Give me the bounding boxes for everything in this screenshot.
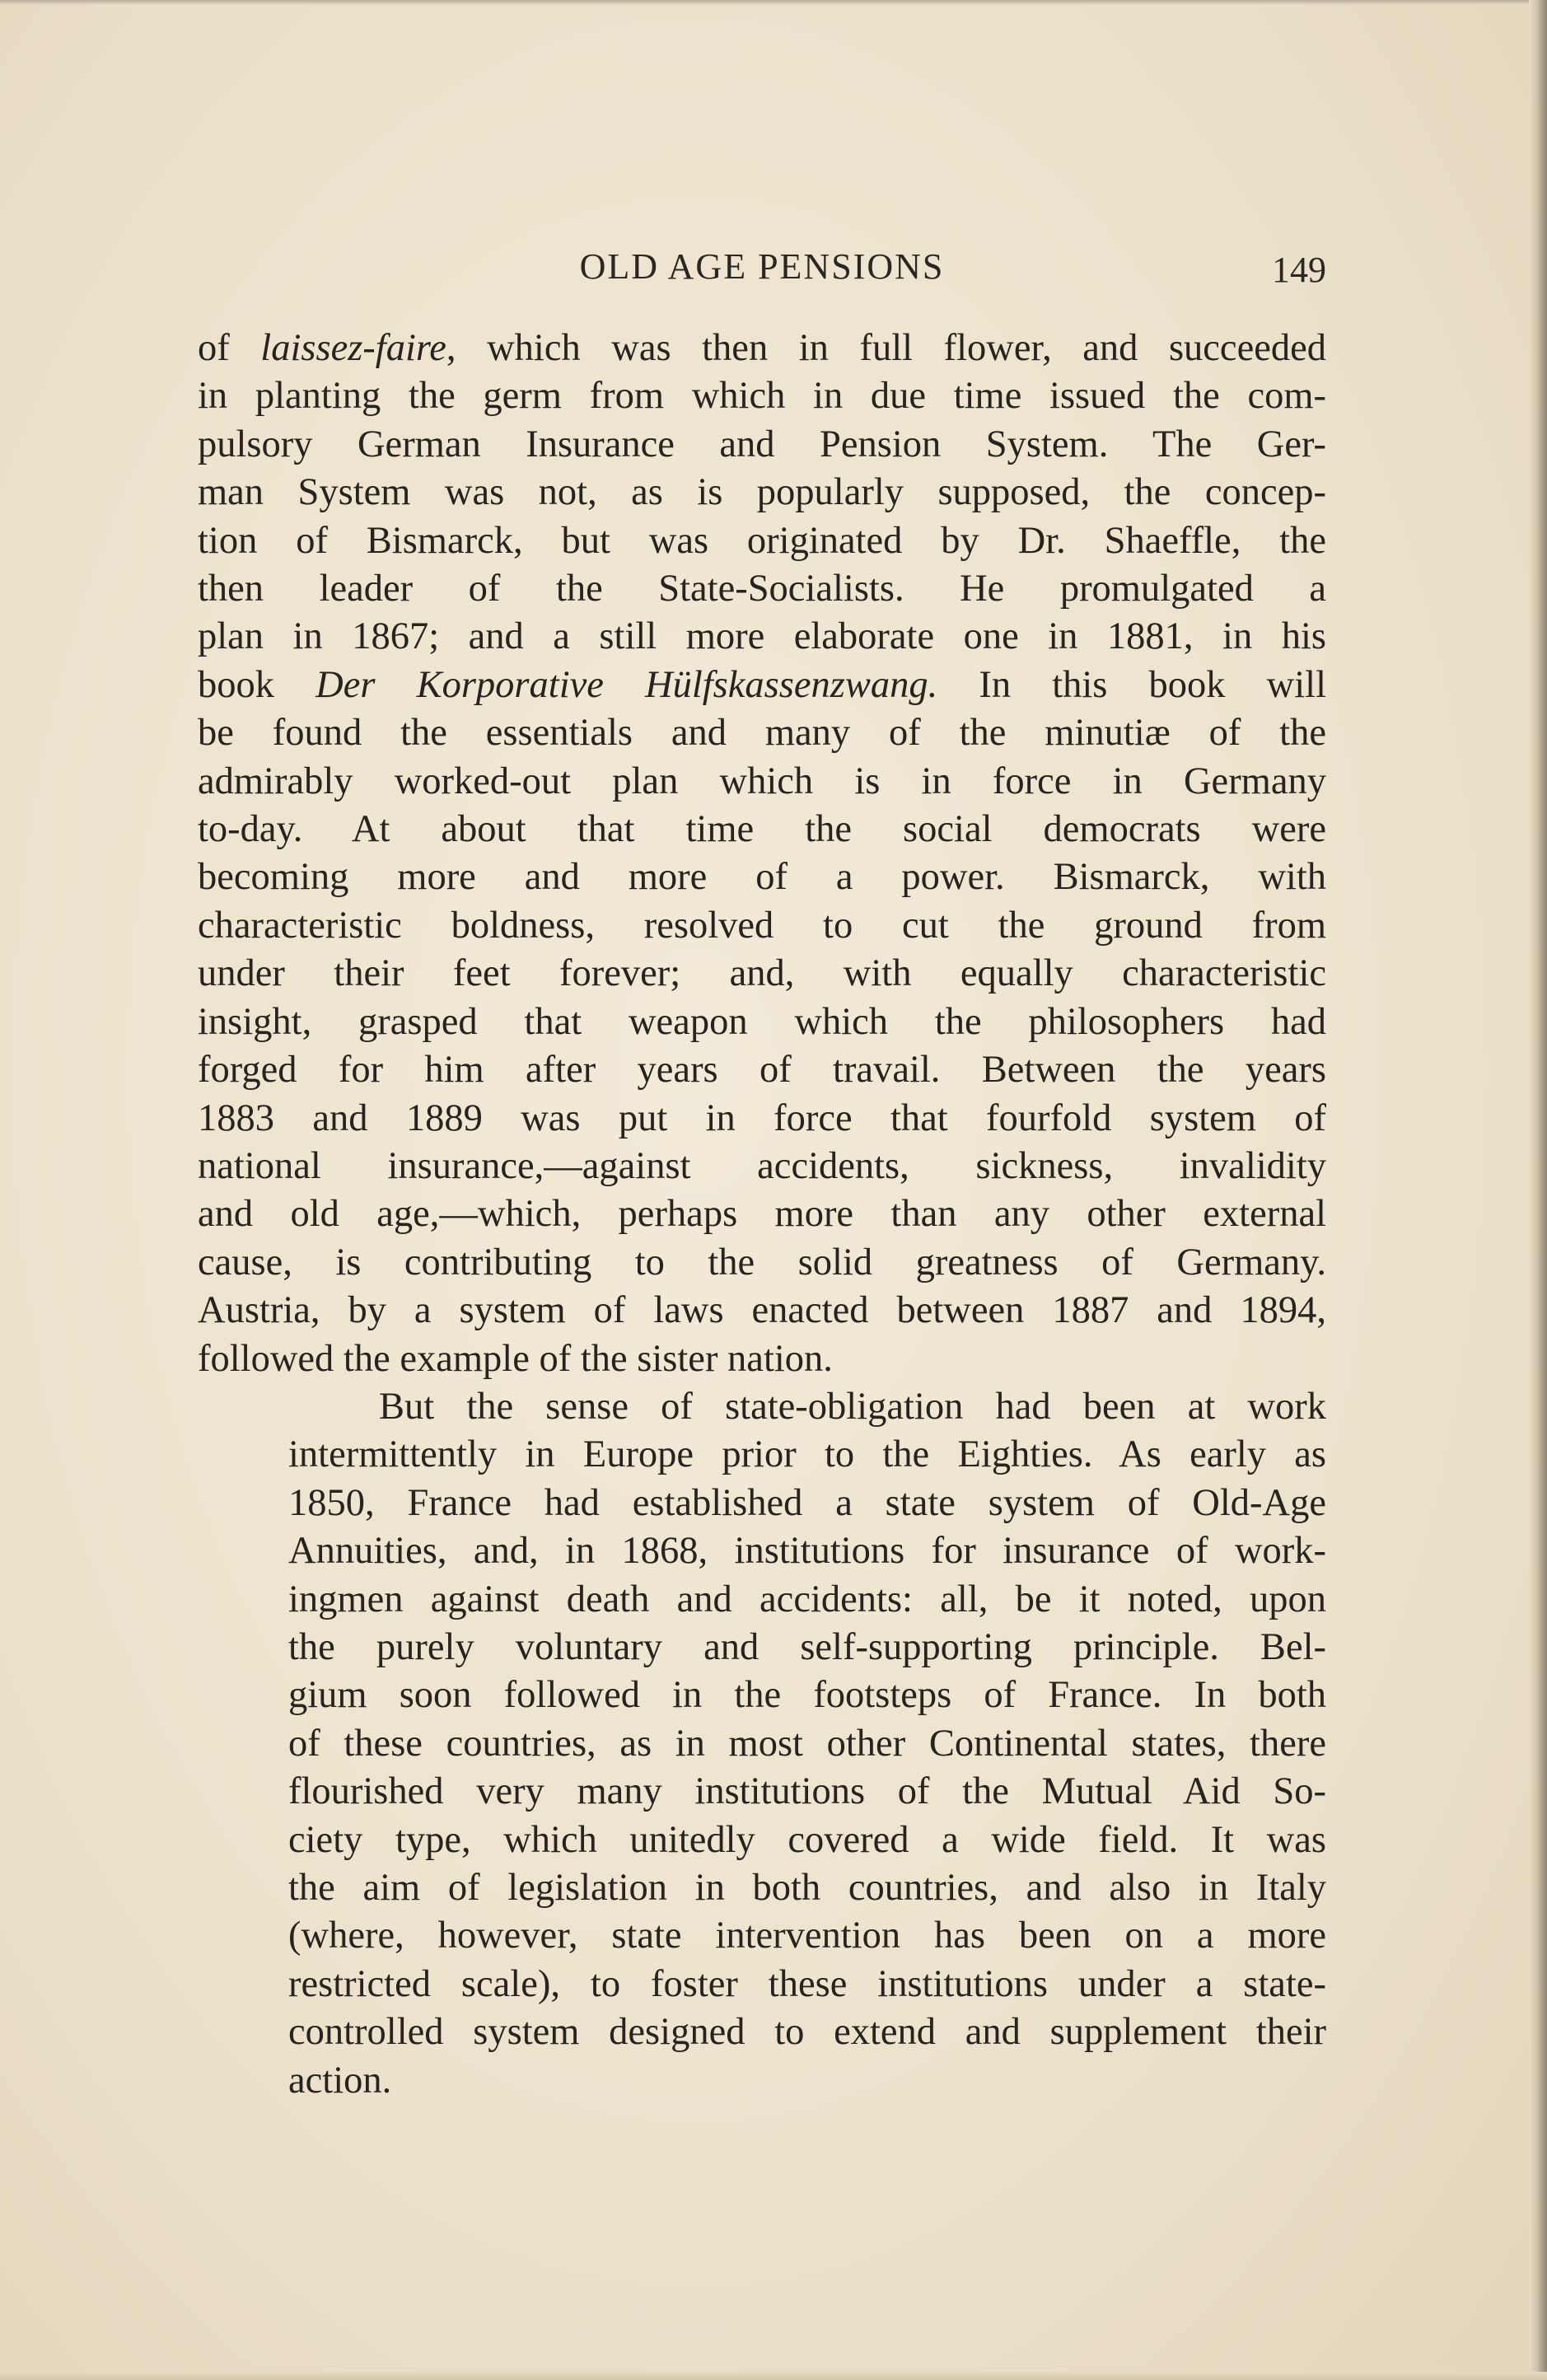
text-run: plan in 1867; and a still more elaborate one in 1881, in his — [198, 615, 1326, 658]
text-run: action. — [288, 2059, 392, 2102]
page-top-edge — [0, 0, 1547, 5]
text-line — [198, 1095, 1326, 1143]
page-number: 149 — [1272, 250, 1326, 290]
text-line — [198, 1190, 1326, 1238]
text-line — [198, 1383, 1326, 1431]
text-run: in planting the germ from which in due time issued the com- — [198, 375, 1326, 418]
text-run: forged for him after years of travail. Between the years — [198, 1049, 1326, 1092]
text-line — [198, 1239, 1326, 1287]
italic-text-run: laissez-faire — [260, 327, 446, 369]
text-line — [198, 1480, 1326, 1527]
text-run: the aim of legislation in both countries, and also in Italy — [288, 1867, 1326, 1909]
text-run: 1850, France had established a state system of Old-Age — [288, 1481, 1326, 1524]
text-run: Annuities, and, in 1868, institutions for insurance of work- — [288, 1530, 1326, 1573]
text-run: admirably worked-out plan which is in force in Germany — [198, 760, 1326, 802]
text-line — [198, 1335, 1326, 1383]
text-run: pulsory German Insurance and Pension System. The Ger- — [198, 423, 1326, 465]
paragraph — [198, 1383, 1326, 2105]
text-run: insight, grasped that weapon which the philosophers had — [198, 1000, 1326, 1043]
paragraph — [198, 325, 1326, 1383]
text-run: of — [198, 327, 261, 369]
page-bottom-edge — [0, 2372, 1547, 2380]
body-text — [198, 325, 1326, 2105]
text-line — [198, 1624, 1326, 1672]
text-line — [198, 853, 1326, 901]
text-line — [198, 1864, 1326, 1912]
text-run: becoming more and more of a power. Bismarck, with — [198, 856, 1326, 899]
text-line — [198, 2057, 1326, 2105]
text-line — [198, 613, 1326, 661]
text-line — [198, 1576, 1326, 1624]
text-line — [198, 325, 1326, 372]
text-run: , which was then in full flower, and succeeded — [446, 327, 1326, 369]
text-run: In this book will — [937, 663, 1326, 706]
text-run: to-day. At about that time the social democrats were — [198, 808, 1326, 851]
text-run: characteristic boldness, resolved to cut the ground from — [198, 904, 1326, 947]
text-run: national insurance,—against accidents, sickness, invalidity — [198, 1144, 1326, 1187]
text-run: tion of Bismarck, but was originated by Dr. Shaeffle, the — [198, 519, 1326, 562]
running-title: OLD AGE PENSIONS — [579, 246, 945, 287]
italic-text-run: Der Korporative Hülfskassenzwang. — [315, 663, 938, 706]
text-run: But the sense of state-obligation had been at work — [379, 1385, 1326, 1428]
text-run: be found the essentials and many of the minutiæ of the — [198, 712, 1326, 755]
text-line — [198, 1768, 1326, 1816]
text-line — [198, 372, 1326, 420]
text-run: and old age,—which, perhaps more than any other external — [198, 1193, 1326, 1236]
text-run: restricted scale), to foster these institutions under a state- — [288, 1962, 1326, 2005]
text-line — [198, 517, 1326, 565]
text-line — [198, 709, 1326, 757]
text-line — [198, 950, 1326, 998]
text-line — [198, 1817, 1326, 1864]
text-line — [198, 1961, 1326, 2008]
text-run: book — [198, 663, 316, 706]
text-run: of these countries, as in most other Continental states, there — [288, 1722, 1326, 1765]
text-line — [198, 1431, 1326, 1479]
text-run: Austria, by a system of laws enacted between 1887 and 1894, — [198, 1289, 1326, 1332]
text-line — [198, 1143, 1326, 1190]
text-run: cause, is contributing to the solid greatness of Germany. — [198, 1241, 1326, 1284]
text-line — [198, 806, 1326, 853]
text-line — [198, 758, 1326, 806]
text-run: gium soon followed in the footsteps of France. In both — [288, 1674, 1326, 1717]
text-line — [198, 1720, 1326, 1768]
text-line — [198, 998, 1326, 1046]
text-run: ciety type, which unitedly covered a wide field. It was — [288, 1818, 1326, 1861]
text-line — [198, 902, 1326, 950]
text-run: the purely voluntary and self-supporting principle. Bel- — [288, 1625, 1326, 1668]
text-line — [198, 2008, 1326, 2056]
text-run: followed the example of the sister nation. — [198, 1337, 833, 1380]
text-line — [198, 1527, 1326, 1575]
text-line — [198, 1672, 1326, 1719]
page-right-edge — [1529, 0, 1547, 2380]
text-run: ingmen against death and accidents: all, be it noted, upon — [288, 1578, 1326, 1620]
running-head — [198, 241, 1326, 298]
text-run: intermittently in Europe prior to the Eighties. As early as — [288, 1433, 1326, 1476]
text-run: (where, however, state intervention has been on a more — [288, 1915, 1326, 1957]
text-run: 1883 and 1889 was put in force that fourfold system of — [198, 1096, 1326, 1139]
text-line — [198, 421, 1326, 469]
text-run: man System was not, as is popularly supposed, the concep- — [198, 471, 1326, 514]
text-line — [198, 1046, 1326, 1094]
text-line — [198, 469, 1326, 517]
text-run: controlled system designed to extend and supplement their — [288, 2011, 1326, 2054]
text-run: flourished very many institutions of the Mutual Aid So- — [288, 1770, 1326, 1813]
text-line — [198, 662, 1326, 709]
text-run: under their feet forever; and, with equally characteristic — [198, 952, 1326, 995]
text-line — [198, 1912, 1326, 1960]
text-line — [198, 1287, 1326, 1335]
text-run: then leader of the State-Socialists. He promulgated a — [198, 568, 1326, 610]
text-line — [198, 565, 1326, 613]
